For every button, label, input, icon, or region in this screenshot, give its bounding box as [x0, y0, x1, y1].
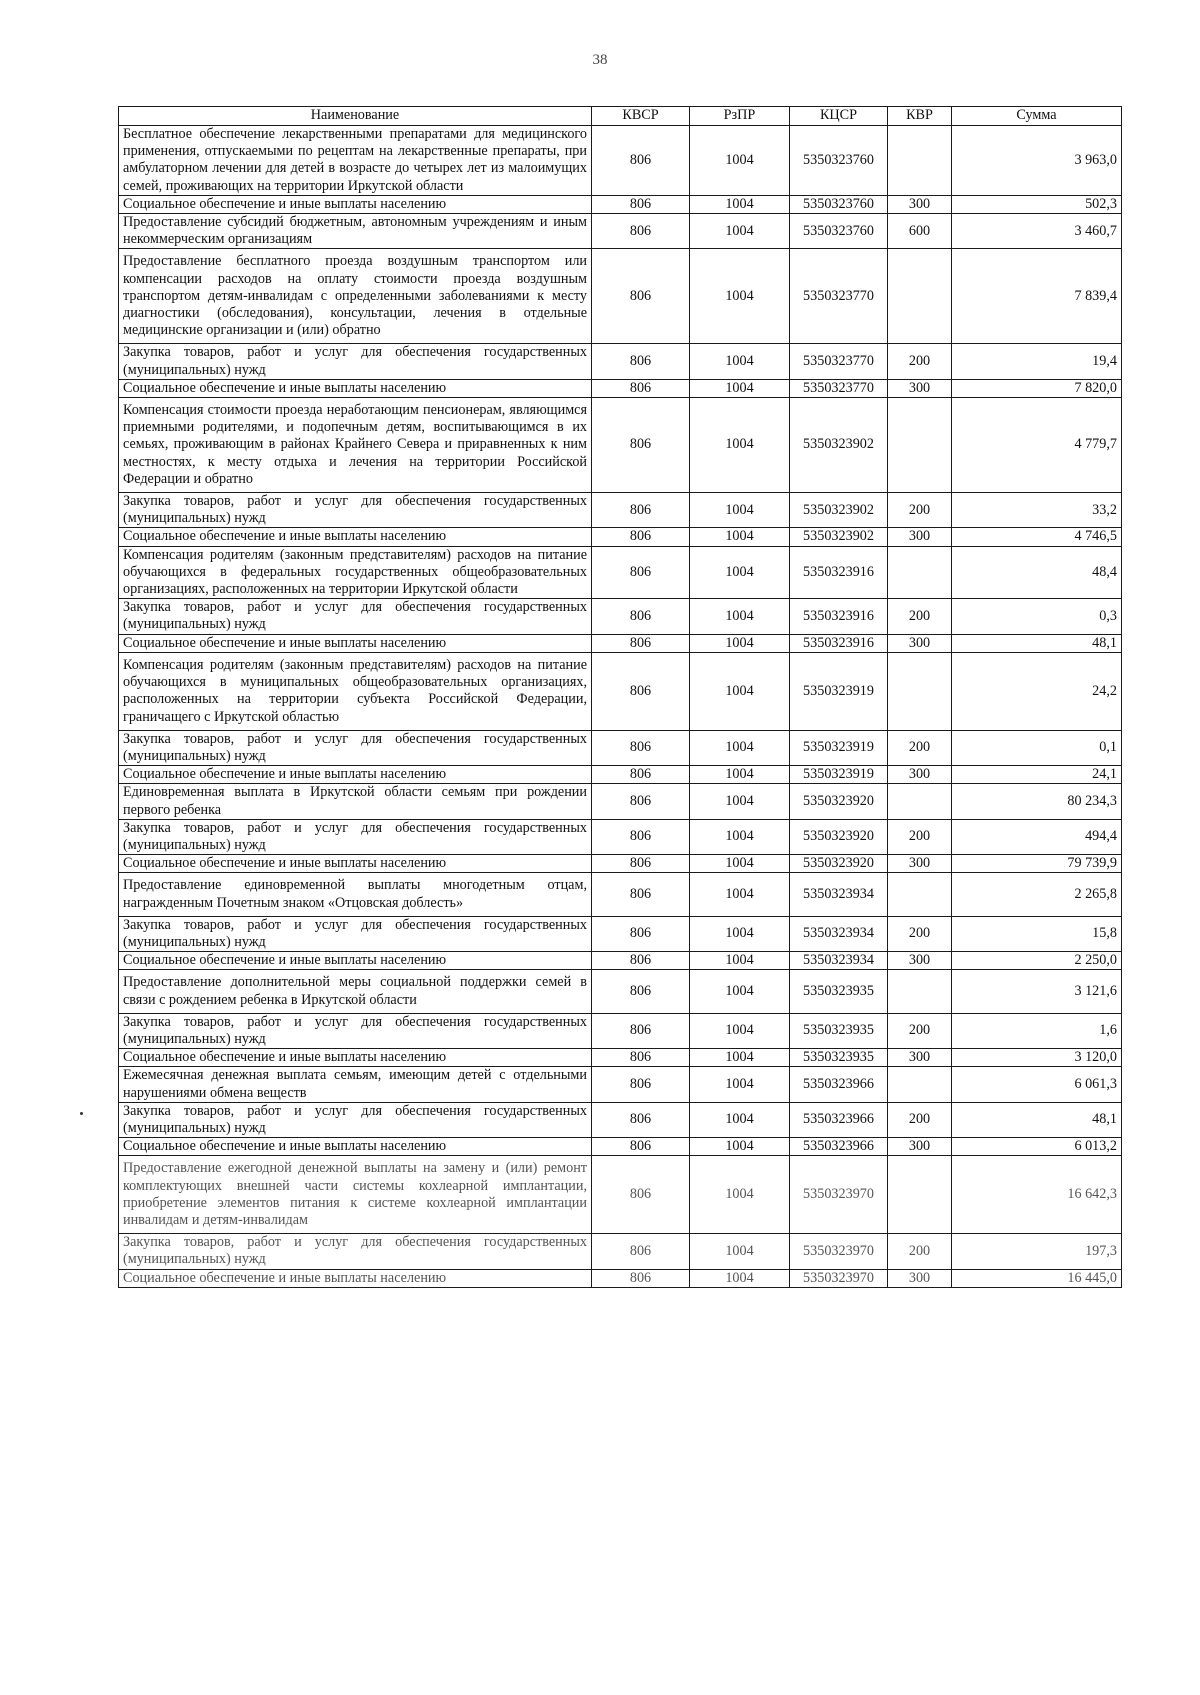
row-kcsr: 5350323966 [790, 1138, 888, 1156]
row-rzpr: 1004 [690, 1067, 790, 1102]
row-kvsr: 806 [592, 398, 690, 493]
row-rzpr: 1004 [690, 784, 790, 819]
row-name: Социальное обеспечение и иные выплаты населению [119, 855, 592, 873]
table-row [119, 214, 1122, 249]
row-kcsr: 5350323760 [790, 126, 888, 196]
row-kvsr: 806 [592, 1269, 690, 1287]
row-kcsr: 5350323970 [790, 1269, 888, 1287]
header-kvr: КВР [888, 107, 952, 126]
row-name: Закупка товаров, работ и услуг для обеспечения государственных (муниципальных) нужд [119, 1234, 592, 1269]
row-kvr: 300 [888, 1138, 952, 1156]
row-sum: 48,4 [952, 546, 1122, 599]
header-name: Наименование [119, 107, 592, 126]
row-kvsr: 806 [592, 195, 690, 213]
row-rzpr: 1004 [690, 634, 790, 652]
table-row [119, 855, 1122, 873]
row-rzpr: 1004 [690, 398, 790, 493]
row-name: Социальное обеспечение и иные выплаты населению [119, 379, 592, 397]
row-name: Предоставление единовременной выплаты многодетным отцам, награжденным Почетным знаком «Отцовская доблесть» [119, 873, 592, 916]
row-kvr: 300 [888, 195, 952, 213]
row-kcsr: 5350323935 [790, 970, 888, 1013]
table-row [119, 1102, 1122, 1137]
row-sum: 3 121,6 [952, 970, 1122, 1013]
row-kvsr: 806 [592, 916, 690, 951]
row-name: Социальное обеспечение и иные выплаты населению [119, 528, 592, 546]
table-row [119, 126, 1122, 196]
page-number: 38 [592, 52, 608, 68]
row-kcsr: 5350323919 [790, 766, 888, 784]
table-row [119, 784, 1122, 819]
row-kvr: 300 [888, 952, 952, 970]
row-kvsr: 806 [592, 873, 690, 916]
table-row [119, 730, 1122, 765]
row-kvr: 200 [888, 819, 952, 854]
row-name: Социальное обеспечение и иные выплаты населению [119, 195, 592, 213]
row-sum: 80 234,3 [952, 784, 1122, 819]
row-rzpr: 1004 [690, 1156, 790, 1234]
row-kvsr: 806 [592, 1156, 690, 1234]
row-name: Закупка товаров, работ и услуг для обеспечения государственных (муниципальных) нужд [119, 730, 592, 765]
row-sum: 19,4 [952, 344, 1122, 379]
row-name: Социальное обеспечение и иные выплаты населению [119, 1269, 592, 1287]
row-kcsr: 5350323770 [790, 379, 888, 397]
row-kcsr: 5350323770 [790, 344, 888, 379]
row-name: Закупка товаров, работ и услуг для обеспечения государственных (муниципальных) нужд [119, 344, 592, 379]
row-kvsr: 806 [592, 952, 690, 970]
row-rzpr: 1004 [690, 970, 790, 1013]
row-rzpr: 1004 [690, 214, 790, 249]
row-kvr: 300 [888, 379, 952, 397]
table-row [119, 546, 1122, 599]
row-name: Социальное обеспечение и иные выплаты населению [119, 1138, 592, 1156]
row-kvsr: 806 [592, 766, 690, 784]
row-kcsr: 5350323760 [790, 214, 888, 249]
row-kcsr: 5350323919 [790, 652, 888, 730]
row-rzpr: 1004 [690, 1013, 790, 1048]
row-sum: 1,6 [952, 1013, 1122, 1048]
row-kvr: 200 [888, 599, 952, 634]
row-sum: 48,1 [952, 634, 1122, 652]
row-kvr [888, 1067, 952, 1102]
header-kvsr: КВСР [592, 107, 690, 126]
table-row [119, 249, 1122, 344]
row-sum: 16 642,3 [952, 1156, 1122, 1234]
row-kvr: 200 [888, 344, 952, 379]
row-kvr: 200 [888, 493, 952, 528]
row-kvr: 300 [888, 855, 952, 873]
row-sum: 7 839,4 [952, 249, 1122, 344]
row-kvr [888, 126, 952, 196]
row-kvsr: 806 [592, 599, 690, 634]
budget-table [118, 106, 1122, 1288]
row-sum: 24,1 [952, 766, 1122, 784]
row-rzpr: 1004 [690, 249, 790, 344]
row-kvr [888, 249, 952, 344]
row-name: Социальное обеспечение и иные выплаты населению [119, 952, 592, 970]
row-sum: 0,1 [952, 730, 1122, 765]
row-name: Закупка товаров, работ и услуг для обеспечения государственных (муниципальных) нужд [119, 493, 592, 528]
row-kvsr: 806 [592, 855, 690, 873]
table-row [119, 634, 1122, 652]
row-kvr: 300 [888, 1049, 952, 1067]
table-row [119, 873, 1122, 916]
row-rzpr: 1004 [690, 126, 790, 196]
table-header-row [119, 107, 1122, 126]
row-name: Социальное обеспечение и иные выплаты населению [119, 766, 592, 784]
header-kcsr: КЦСР [790, 107, 888, 126]
table-row [119, 398, 1122, 493]
row-sum: 0,3 [952, 599, 1122, 634]
row-kcsr: 5350323970 [790, 1234, 888, 1269]
row-name: Закупка товаров, работ и услуг для обеспечения государственных (муниципальных) нужд [119, 916, 592, 951]
row-rzpr: 1004 [690, 1269, 790, 1287]
row-rzpr: 1004 [690, 344, 790, 379]
row-name: Компенсация родителям (законным представителям) расходов на питание обучающихся в федеральных государственных общеобразовательных организациях, расположенных на территории Иркутской области [119, 546, 592, 599]
table-row [119, 1138, 1122, 1156]
row-name: Компенсация стоимости проезда неработающим пенсионерам, являющимся приемными родителями, и подопечным детям, воспитывающимся в их семьях, проживающим в районах Крайнего Севера и приравненных к ним местностях, к месту отдыха и лечения на территории Российской Федерации и обратно [119, 398, 592, 493]
table-row [119, 652, 1122, 730]
row-kvsr: 806 [592, 1102, 690, 1137]
row-rzpr: 1004 [690, 1138, 790, 1156]
row-rzpr: 1004 [690, 652, 790, 730]
row-kcsr: 5350323902 [790, 493, 888, 528]
table-row [119, 195, 1122, 213]
row-sum: 4 746,5 [952, 528, 1122, 546]
row-rzpr: 1004 [690, 730, 790, 765]
row-sum: 4 779,7 [952, 398, 1122, 493]
row-name: Предоставление субсидий бюджетным, автономным учреждениям и иным некоммерческим организациям [119, 214, 592, 249]
table-row [119, 1013, 1122, 1048]
row-kvsr: 806 [592, 819, 690, 854]
row-rzpr: 1004 [690, 1049, 790, 1067]
row-kvr [888, 784, 952, 819]
row-kcsr: 5350323916 [790, 634, 888, 652]
row-rzpr: 1004 [690, 855, 790, 873]
row-kvsr: 806 [592, 493, 690, 528]
row-name: Закупка товаров, работ и услуг для обеспечения государственных (муниципальных) нужд [119, 819, 592, 854]
row-sum: 48,1 [952, 1102, 1122, 1137]
row-rzpr: 1004 [690, 528, 790, 546]
row-name: Социальное обеспечение и иные выплаты населению [119, 634, 592, 652]
row-name: Компенсация родителям (законным представителям) расходов на питание обучающихся в муниципальных общеобразовательных организациях, расположенных на территории субъекта Российской Федерации, граничащего с Иркутской областью [119, 652, 592, 730]
table-row [119, 1067, 1122, 1102]
row-kvsr: 806 [592, 1013, 690, 1048]
row-kcsr: 5350323934 [790, 916, 888, 951]
row-kvr: 300 [888, 1269, 952, 1287]
row-sum: 79 739,9 [952, 855, 1122, 873]
row-kvsr: 806 [592, 634, 690, 652]
row-kvsr: 806 [592, 126, 690, 196]
row-sum: 6 013,2 [952, 1138, 1122, 1156]
row-rzpr: 1004 [690, 546, 790, 599]
row-kcsr: 5350323970 [790, 1156, 888, 1234]
row-sum: 33,2 [952, 493, 1122, 528]
row-sum: 16 445,0 [952, 1269, 1122, 1287]
row-sum: 6 061,3 [952, 1067, 1122, 1102]
row-rzpr: 1004 [690, 195, 790, 213]
row-kcsr: 5350323920 [790, 819, 888, 854]
row-kcsr: 5350323916 [790, 599, 888, 634]
row-kvr: 300 [888, 766, 952, 784]
row-kcsr: 5350323966 [790, 1102, 888, 1137]
row-rzpr: 1004 [690, 952, 790, 970]
row-kvsr: 806 [592, 214, 690, 249]
row-kvr [888, 873, 952, 916]
table-row [119, 528, 1122, 546]
table-row [119, 493, 1122, 528]
table-body [119, 126, 1122, 1288]
row-kvsr: 806 [592, 1049, 690, 1067]
row-name: Социальное обеспечение и иные выплаты населению [119, 1049, 592, 1067]
row-kcsr: 5350323935 [790, 1013, 888, 1048]
row-sum: 2 265,8 [952, 873, 1122, 916]
row-name: Единовременная выплата в Иркутской области семьям при рождении первого ребенка [119, 784, 592, 819]
row-kvr: 300 [888, 634, 952, 652]
table-row [119, 970, 1122, 1013]
row-kcsr: 5350323902 [790, 528, 888, 546]
row-sum: 15,8 [952, 916, 1122, 951]
row-kcsr: 5350323770 [790, 249, 888, 344]
row-sum: 197,3 [952, 1234, 1122, 1269]
row-rzpr: 1004 [690, 766, 790, 784]
row-kvr: 200 [888, 1234, 952, 1269]
row-kvsr: 806 [592, 546, 690, 599]
row-kcsr: 5350323919 [790, 730, 888, 765]
row-kcsr: 5350323935 [790, 1049, 888, 1067]
row-kvsr: 806 [592, 1234, 690, 1269]
table-row [119, 599, 1122, 634]
row-kcsr: 5350323760 [790, 195, 888, 213]
table-row [119, 766, 1122, 784]
row-sum: 2 250,0 [952, 952, 1122, 970]
table-row [119, 1156, 1122, 1234]
row-kvsr: 806 [592, 249, 690, 344]
row-kvr [888, 1156, 952, 1234]
header-sum: Сумма [952, 107, 1122, 126]
row-name: Предоставление дополнительной меры социальной поддержки семей в связи с рождением ребенка в Иркутской области [119, 970, 592, 1013]
row-kcsr: 5350323916 [790, 546, 888, 599]
row-kvsr: 806 [592, 1067, 690, 1102]
row-name: Закупка товаров, работ и услуг для обеспечения государственных (муниципальных) нужд [119, 1013, 592, 1048]
row-name: Закупка товаров, работ и услуг для обеспечения государственных (муниципальных) нужд [119, 1102, 592, 1137]
row-sum: 3 120,0 [952, 1049, 1122, 1067]
row-kcsr: 5350323934 [790, 873, 888, 916]
scan-speck [80, 1112, 83, 1115]
row-kvsr: 806 [592, 784, 690, 819]
row-kvr: 200 [888, 1013, 952, 1048]
row-kvsr: 806 [592, 1138, 690, 1156]
row-kvr [888, 546, 952, 599]
row-rzpr: 1004 [690, 1102, 790, 1137]
table-row [119, 1049, 1122, 1067]
table-row [119, 1269, 1122, 1287]
row-rzpr: 1004 [690, 916, 790, 951]
row-rzpr: 1004 [690, 1234, 790, 1269]
row-rzpr: 1004 [690, 819, 790, 854]
row-rzpr: 1004 [690, 379, 790, 397]
row-kvr: 600 [888, 214, 952, 249]
row-kvr: 200 [888, 916, 952, 951]
row-kcsr: 5350323966 [790, 1067, 888, 1102]
row-name: Предоставление ежегодной денежной выплаты на замену и (или) ремонт комплектующих внешней части системы кохлеарной имплантации, приобретение элементов питания к системе кохлеарной имплантации инвалидам и детям-инвалидам [119, 1156, 592, 1234]
row-name: Ежемесячная денежная выплата семьям, имеющим детей с отдельными нарушениями обмена веществ [119, 1067, 592, 1102]
header-rzpr: РзПР [690, 107, 790, 126]
row-kvsr: 806 [592, 528, 690, 546]
row-kvr [888, 970, 952, 1013]
row-kvr [888, 398, 952, 493]
table-row [119, 952, 1122, 970]
row-kcsr: 5350323920 [790, 784, 888, 819]
row-sum: 3 963,0 [952, 126, 1122, 196]
row-kvsr: 806 [592, 730, 690, 765]
row-kvr: 300 [888, 528, 952, 546]
row-sum: 3 460,7 [952, 214, 1122, 249]
row-kcsr: 5350323902 [790, 398, 888, 493]
row-kvr: 200 [888, 730, 952, 765]
row-rzpr: 1004 [690, 599, 790, 634]
row-sum: 502,3 [952, 195, 1122, 213]
table-row [119, 916, 1122, 951]
table-row [119, 344, 1122, 379]
table-row [119, 379, 1122, 397]
row-kvsr: 806 [592, 970, 690, 1013]
row-kvsr: 806 [592, 379, 690, 397]
row-sum: 24,2 [952, 652, 1122, 730]
row-name: Закупка товаров, работ и услуг для обеспечения государственных (муниципальных) нужд [119, 599, 592, 634]
row-kvr: 200 [888, 1102, 952, 1137]
row-name: Предоставление бесплатного проезда воздушным транспортом или компенсации расходов на оплату стоимости проезда воздушным транспортом детям-инвалидам с определенными заболеваниями к месту диагностики (обследования), консультации, лечения в отдельные медицинские организации и (или) обратно [119, 249, 592, 344]
row-kcsr: 5350323920 [790, 855, 888, 873]
row-sum: 494,4 [952, 819, 1122, 854]
row-sum: 7 820,0 [952, 379, 1122, 397]
row-kcsr: 5350323934 [790, 952, 888, 970]
row-kvsr: 806 [592, 652, 690, 730]
row-rzpr: 1004 [690, 873, 790, 916]
table-row [119, 819, 1122, 854]
row-kvr [888, 652, 952, 730]
table-row [119, 1234, 1122, 1269]
row-name: Бесплатное обеспечение лекарственными препаратами для медицинского применения, отпускаемыми по рецептам на лекарственные препараты, при амбулаторном лечении для детей в возрасте до четырех лет из малоимущих семей, проживающих на территории Иркутской области [119, 126, 592, 196]
row-rzpr: 1004 [690, 493, 790, 528]
row-kvsr: 806 [592, 344, 690, 379]
